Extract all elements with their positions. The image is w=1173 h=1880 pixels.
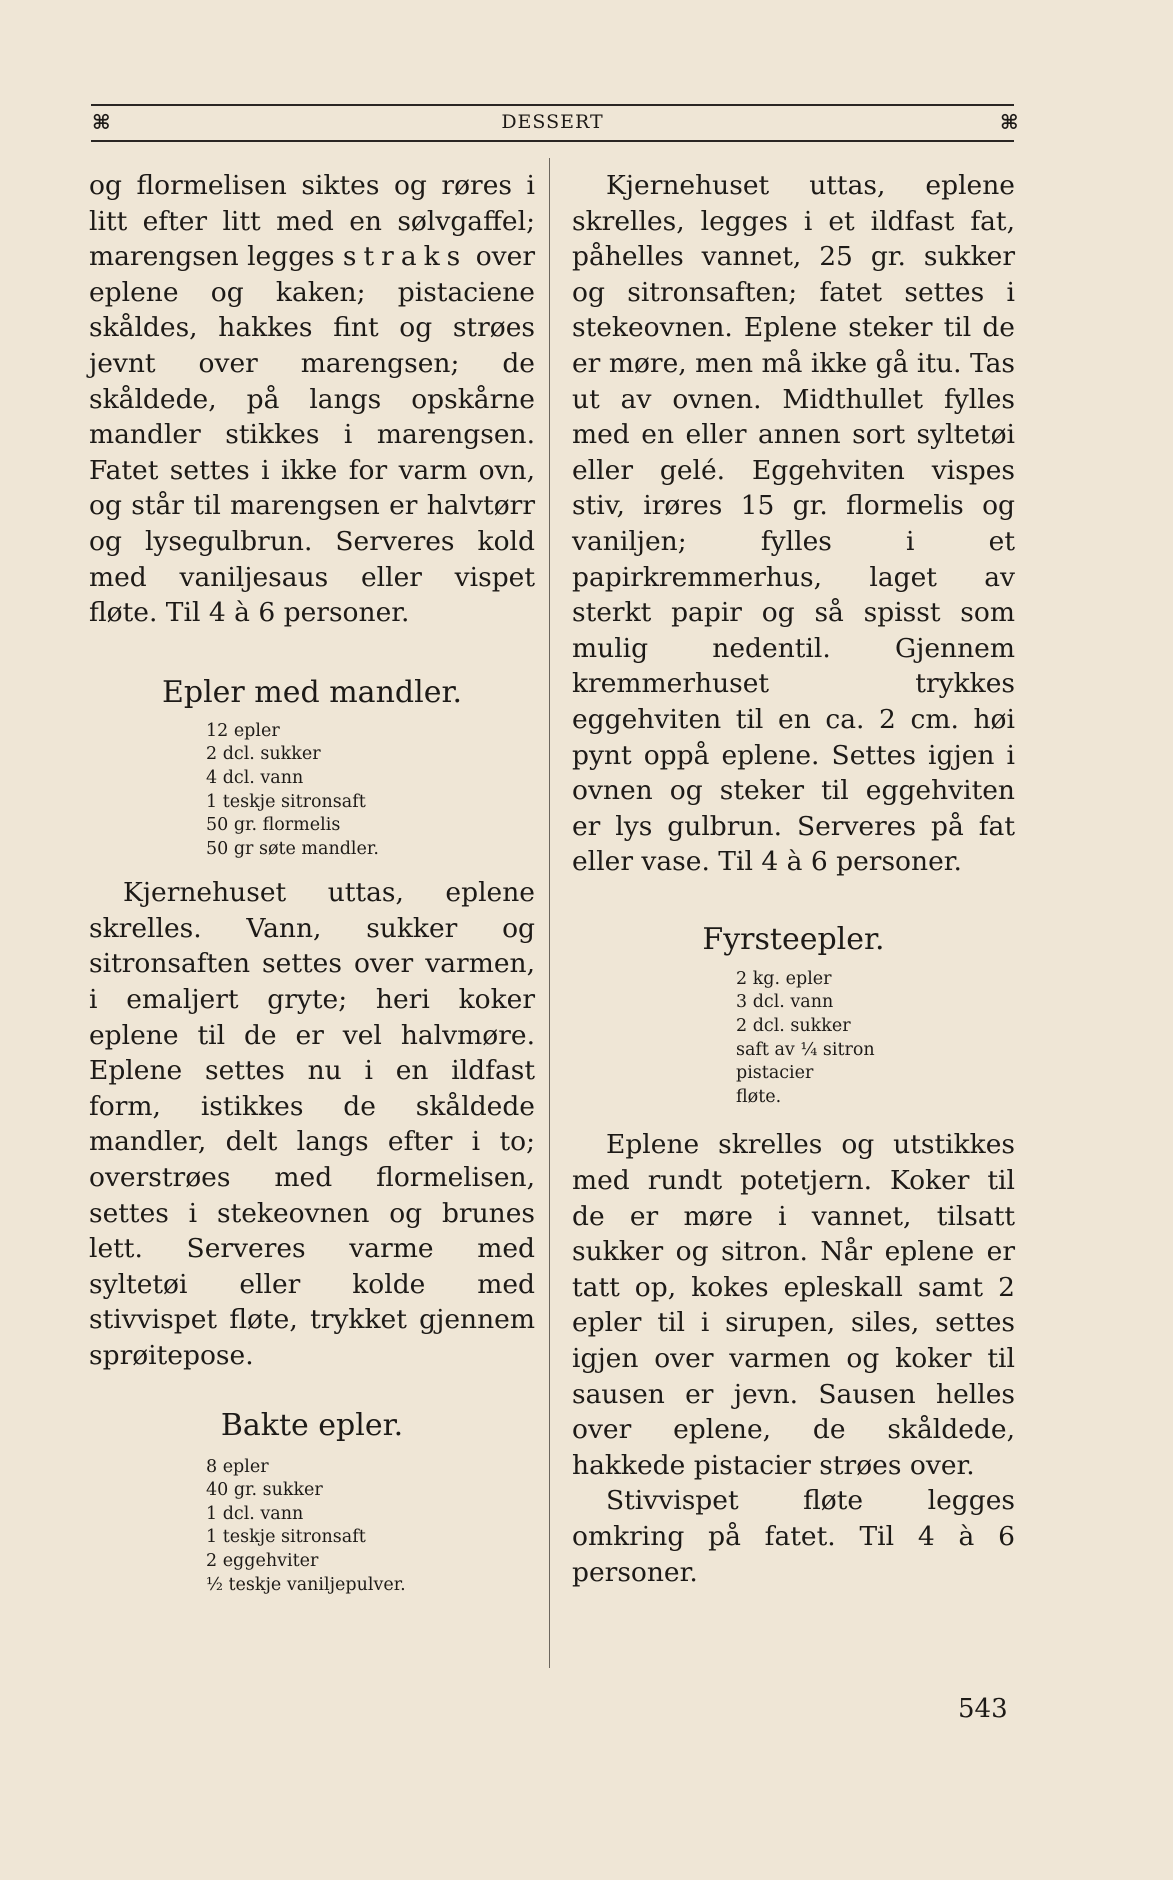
ingredient-item: 8 epler [206,1456,269,1477]
running-header: DESSERT [501,111,604,133]
recipe-title-fyrsteepler: Fyrsteepler. [702,921,885,957]
recipe-title-bakte-epler: Bakte epler. [220,1407,404,1443]
recipe-title-epler-med-mandler: Epler med mandler. [161,674,463,710]
ingredient-item: 50 gr søte mandler. [206,838,379,859]
emphasis-straks: straks [342,241,468,273]
ingredient-item: 3 dcl. vann [736,992,834,1013]
ingredient-list [736,968,1015,1110]
ingredient-item: 2 eggehviter [206,1550,319,1571]
continued-recipe-text: og flormelisen siktes og røres i litt efter litt med en sølvgaffel; marengsen legges straks over eplene og kaken; pistaciene skåldes, hakkes fint og strøes jevnt over marengsen; de skåldede, på langs opskårne mandler stikkes i marengsen. Fatet settes i ikke for varm ovn, og står til marengsen er halvtørr og lysegulbrun. Serveres kold med vaniljesaus eller vispet fløte. Til 4 à 6 personer. [89,170,535,629]
ingredient-item: 1 teskje sitronsaft [206,791,366,812]
ingredient-list [206,1456,535,1598]
recipe-method: Kjernehuset uttas, eplene skrelles, legges i et ildfast fat, påhelles vannet, 25 gr. sukker og sitronsaften; fatet settes i stekeovnen. Eplene steker til de er møre, men må ikke gå itu. Tas ut av ovnen. Midthullet fylles med en eller annen sort syltetøi eller gelé. Eggehviten vispes stiv, irøres 15 gr. flormelis og vaniljen; fylles i et papirkremmerhus, laget av sterkt papir og så spisst som mulig nedentil. Gjennem kremmerhuset trykkes eggehviten til en ca. 2 cm. høi pynt oppå eplene. Settes igjen i ovnen og steker til eggehviten er lys gulbrun. Serveres på fat eller vase. Til 4 à 6 personer. [572,170,1015,878]
ingredient-item: 4 dcl. vann [206,767,304,788]
ingredient-item: 1 teskje sitronsaft [206,1527,366,1548]
header-rule-bottom [91,140,1014,142]
header-rule-top [91,104,1014,106]
recipe-method: Kjernehuset uttas, eplene skrelles. Vann, sukker og sitronsaften settes over varmen, i emaljert gryte; heri koker eplene til de er vel halvmøre. Eplene settes nu i en ildfast form, istikkes de skåldede mandler, delt langs efter i to; overstrøes med flormelisen, settes i stekeovnen og brunes lett. Serveres varme med syltetøi eller kolde med stivvispet fløte, trykket gjennem sprøitepose. [89,877,535,1371]
ingredient-item: fløte. [736,1086,782,1107]
ingredient-item: 2 dcl. sukker [736,1016,851,1037]
ingredient-item: pistacier [736,1063,814,1084]
ingredient-item: 12 epler [206,720,280,741]
recipe-method: Eplene skrelles og utstikkes med rundt potetjern. Koker til de er møre i vannet, tilsatt sukker og sitron. Når eplene er tatt op, kokes epleskall samt 2 epler til i sirupen, siles, settes igjen over varmen og koker til sausen er jevn. Sausen helles over eplene, de skåldede, hakkede pistacier strøes over. [572,1129,1015,1481]
ingredient-item: 40 gr. sukker [206,1480,323,1501]
ingredient-item: 1 dcl. vann [206,1503,304,1524]
ingredient-item: saft av ¼ sitron [736,1039,875,1060]
page-number: 543 [958,1694,1008,1724]
column-divider [549,158,550,1668]
ingredient-item: 50 gr. flormelis [206,815,341,836]
ingredient-item: 2 kg. epler [736,968,832,989]
ornament-icon: ⌘ [1000,110,1019,134]
ingredient-item: 2 dcl. sukker [206,744,321,765]
left-column [89,168,535,1597]
ornament-icon: ⌘ [92,110,111,134]
right-column [572,168,1015,1590]
recipe-serving-note: Stivvispet fløte legges omkring på fatet. Til 4 à 6 personer. [572,1485,1015,1588]
ingredient-list [206,720,535,862]
ingredient-item: ½ teskje vaniljepulver. [206,1574,406,1595]
